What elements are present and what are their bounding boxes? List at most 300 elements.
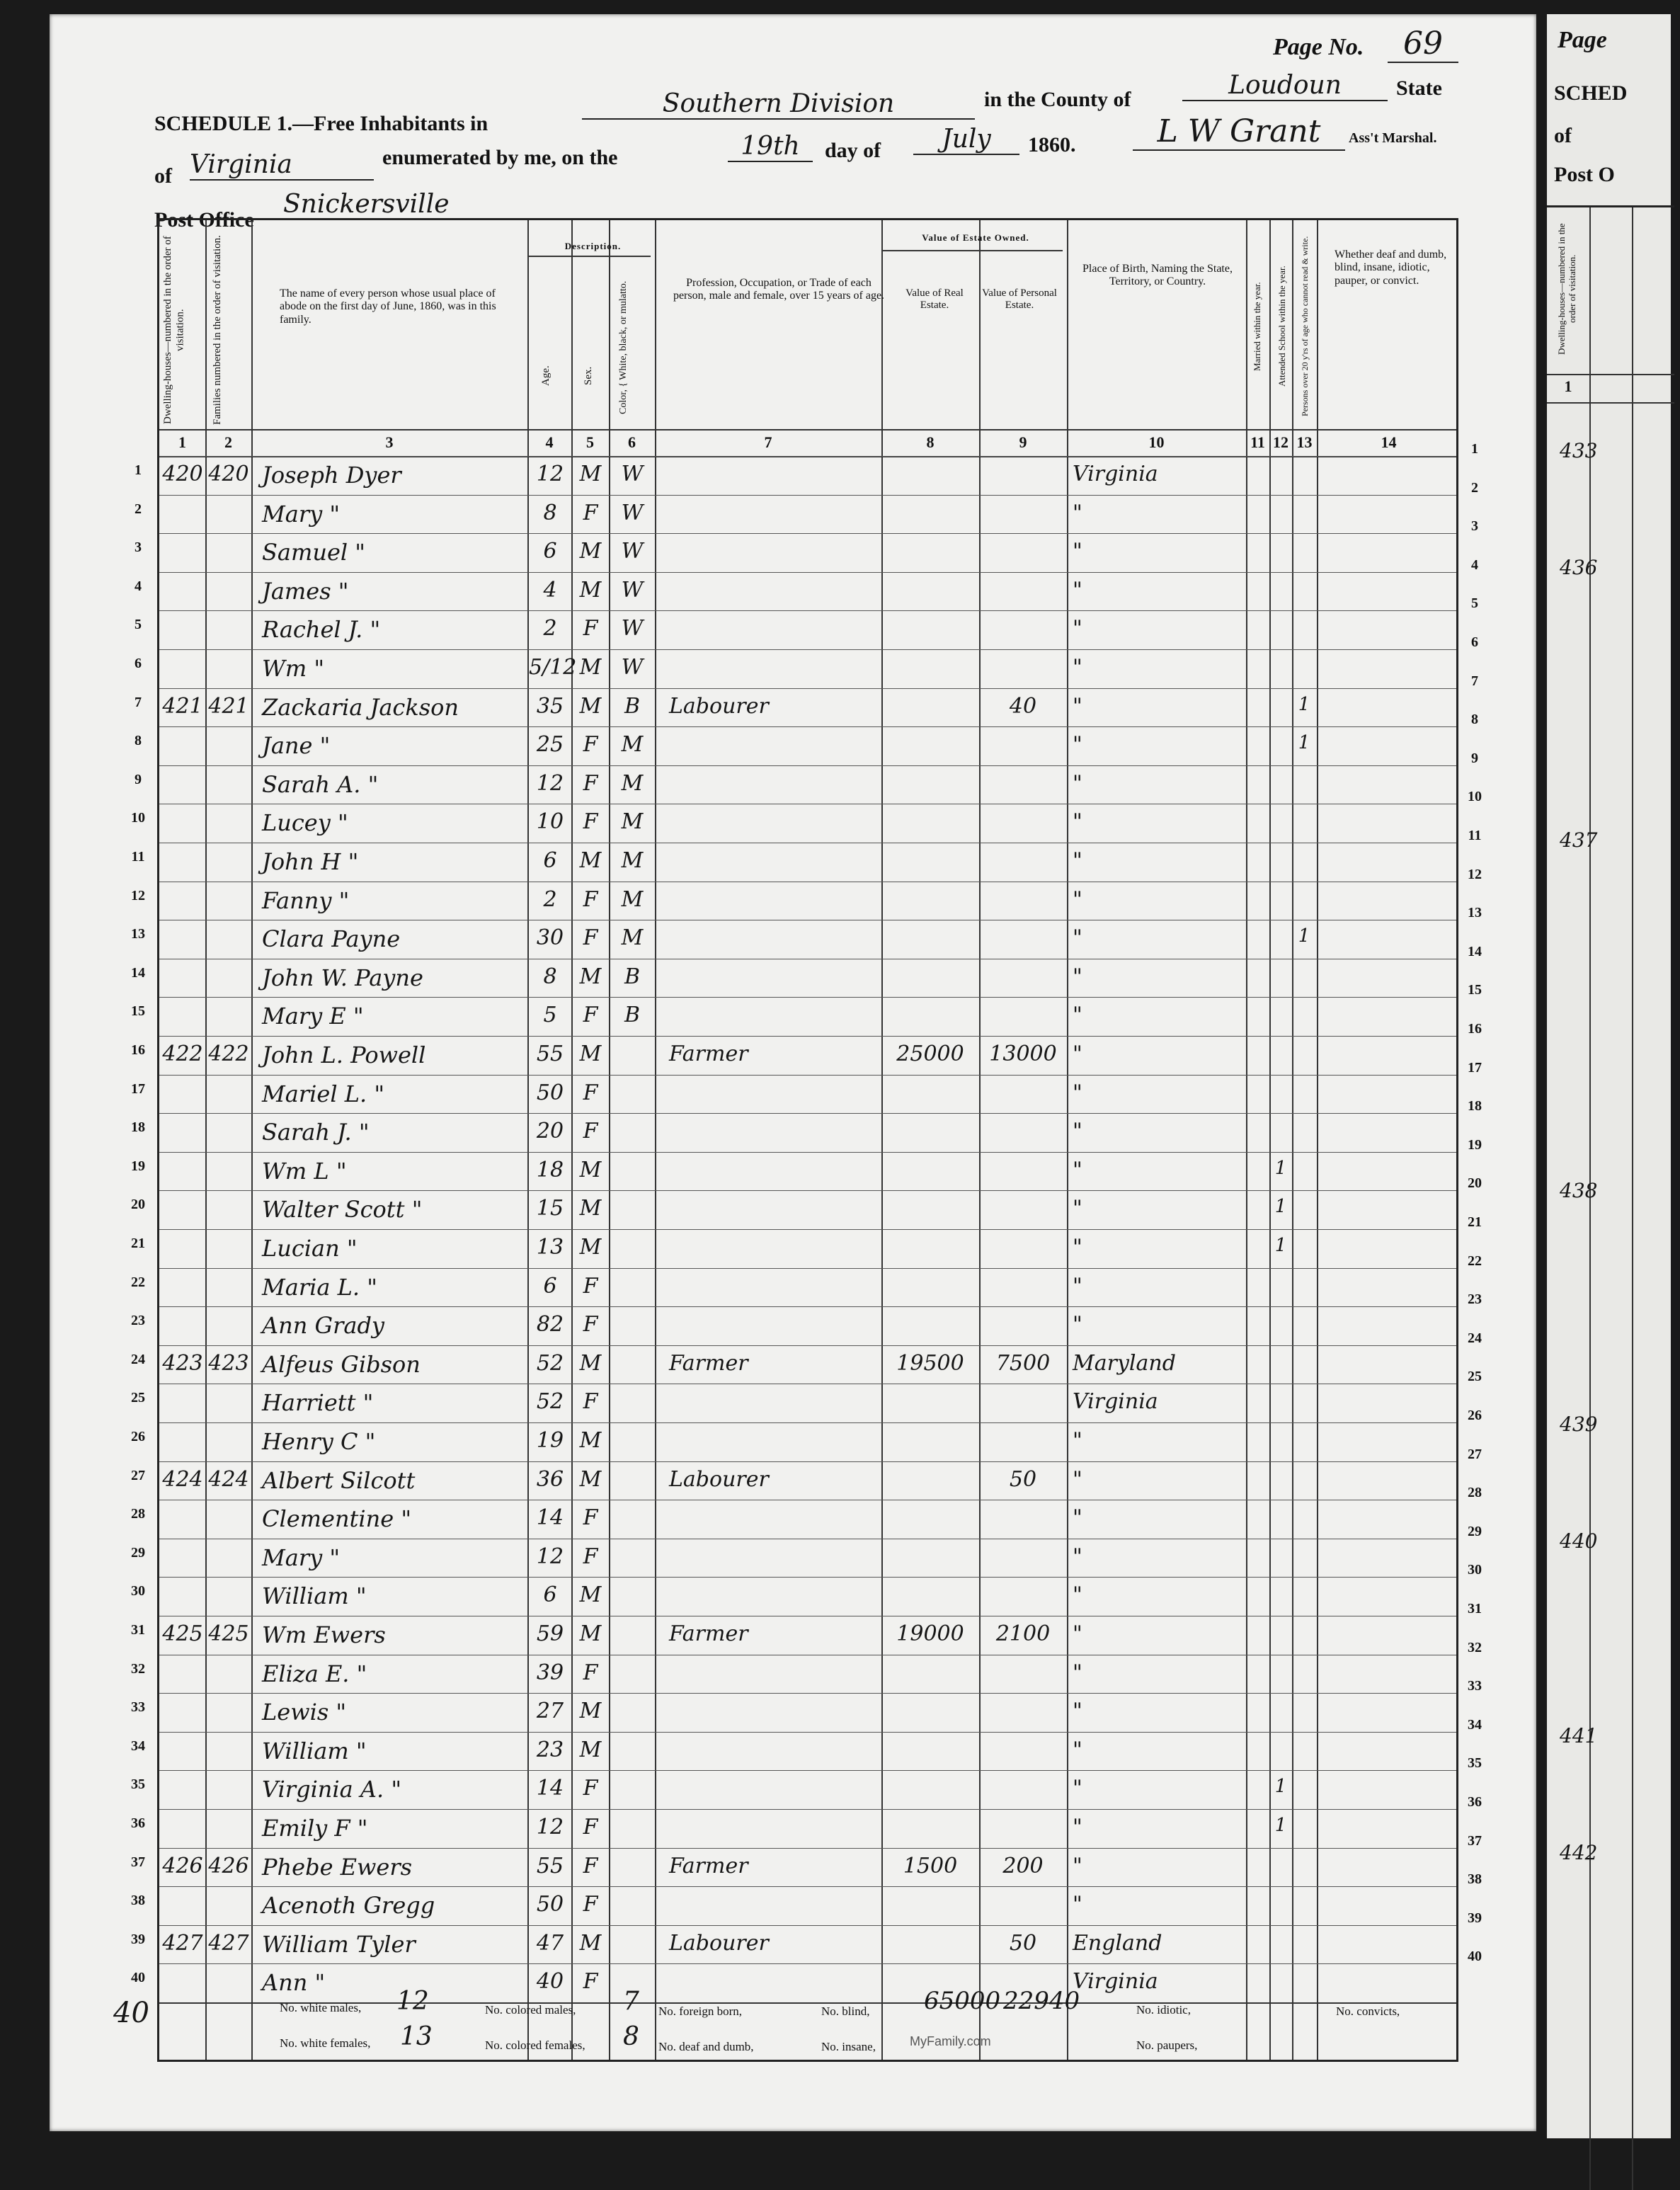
cell-sex: M bbox=[579, 1042, 602, 1066]
left-row-number: 25 bbox=[131, 1390, 145, 1406]
cell-name: John L. Powell bbox=[262, 1042, 426, 1068]
cell-name: Acenoth Gregg bbox=[262, 1892, 435, 1920]
right-row-number: 23 bbox=[1468, 1291, 1482, 1308]
cell-birth: " bbox=[1073, 1003, 1082, 1028]
cell-sex: F bbox=[583, 1969, 598, 1995]
column-number: 12 bbox=[1273, 433, 1288, 451]
cell-sex: F bbox=[583, 1815, 598, 1840]
cell-occ: Farmer bbox=[669, 1621, 748, 1646]
left-row-number: 37 bbox=[131, 1854, 145, 1870]
cell-name: Sarah J. " bbox=[262, 1119, 370, 1146]
cell-cannot: 1 bbox=[1298, 693, 1310, 715]
left-row-number: 31 bbox=[131, 1622, 145, 1638]
column-divider bbox=[1246, 220, 1247, 2060]
real-estate-total: 65000 bbox=[924, 1987, 1001, 2015]
post-office-field: Snickersville bbox=[283, 190, 655, 220]
cell-birth: " bbox=[1073, 1505, 1082, 1531]
cell-color: W bbox=[621, 577, 644, 603]
cell-birth: " bbox=[1073, 964, 1082, 989]
cell-birth: " bbox=[1073, 1660, 1082, 1685]
right-row-number: 31 bbox=[1468, 1601, 1482, 1616]
insane-label: No. insane, bbox=[821, 2040, 876, 2053]
adjacent-dwelling-number: 433 bbox=[1560, 439, 1598, 462]
colored-females-value: 8 bbox=[623, 2022, 639, 2051]
year: 1860. bbox=[1028, 133, 1076, 156]
left-row-number: 16 bbox=[131, 1042, 145, 1058]
column-divider bbox=[1067, 220, 1068, 2060]
column-number: 13 bbox=[1296, 433, 1313, 451]
cell-birth: England bbox=[1073, 1930, 1162, 1956]
cell-sex: M bbox=[579, 1621, 602, 1646]
cell-color: M bbox=[621, 848, 644, 873]
right-row-number: 40 bbox=[1468, 1949, 1482, 1965]
cell-birth: " bbox=[1073, 1312, 1082, 1338]
right-row-number: 32 bbox=[1468, 1639, 1482, 1655]
left-row-number: 3 bbox=[135, 540, 142, 556]
col-header-name: The name of every person whose usual place of abode on the first day of June, 1860, was in this family. bbox=[280, 287, 496, 326]
cell-name: Henry C " bbox=[262, 1428, 376, 1455]
cell-name: Mary " bbox=[262, 1544, 341, 1571]
adjacent-col-num: 1 bbox=[1564, 377, 1572, 395]
adjacent-page bbox=[1547, 14, 1671, 2138]
adjacent-dwelling-number: 437 bbox=[1560, 828, 1598, 852]
cell-age: 82 bbox=[536, 1312, 564, 1338]
division-field: Southern Division bbox=[582, 89, 975, 120]
cell-name: Lewis " bbox=[262, 1699, 347, 1726]
cell-sex: M bbox=[579, 964, 602, 989]
cell-name: Zackaria Jackson bbox=[262, 693, 459, 721]
cell-age: 59 bbox=[536, 1621, 564, 1646]
cell-sex: M bbox=[579, 1235, 602, 1260]
right-row-number: 24 bbox=[1468, 1330, 1482, 1346]
colored-females-label: No. colored females, bbox=[485, 2038, 585, 2052]
cell-age: 15 bbox=[536, 1196, 564, 1221]
row-divider bbox=[159, 1422, 1456, 1423]
left-row-number: 7 bbox=[135, 694, 142, 710]
row-divider bbox=[159, 1113, 1456, 1114]
white-males-value: 12 bbox=[396, 1987, 429, 2016]
paupers-label: No. paupers, bbox=[1136, 2038, 1198, 2052]
cell-name: Mariel L. " bbox=[262, 1080, 385, 1107]
cell-sex: F bbox=[583, 616, 598, 641]
cell-sex: F bbox=[583, 1544, 598, 1569]
col-header-estate: Value of Estate Owned. bbox=[922, 232, 1029, 243]
adjacent-of: of bbox=[1554, 124, 1572, 147]
left-row-number: 13 bbox=[131, 926, 145, 942]
cell-birth: " bbox=[1073, 1119, 1082, 1144]
cell-age: 14 bbox=[536, 1776, 564, 1801]
cell-sex: M bbox=[579, 1930, 602, 1956]
idiotic-label: No. idiotic, bbox=[1136, 2003, 1191, 2017]
cell-dw: 423 bbox=[162, 1350, 203, 1376]
cell-birth: " bbox=[1073, 500, 1082, 525]
row-divider bbox=[159, 610, 1456, 611]
watermark: MyFamily.com bbox=[910, 2034, 991, 2048]
cell-sex: M bbox=[579, 462, 602, 486]
right-row-number: 38 bbox=[1468, 1871, 1482, 1888]
col-header-dwelling: Dwelling-houses—numbered in the order of visitation. bbox=[162, 236, 186, 424]
cell-sex: M bbox=[579, 539, 602, 564]
description-divider bbox=[527, 256, 651, 257]
cell-name: John H " bbox=[262, 848, 359, 875]
cell-occ: Farmer bbox=[669, 1853, 748, 1878]
cell-birth: " bbox=[1073, 1196, 1082, 1221]
cell-fam: 427 bbox=[208, 1930, 249, 1956]
schedule-title: SCHEDULE 1.—Free Inhabitants in bbox=[154, 112, 488, 135]
left-row-number: 9 bbox=[135, 771, 142, 787]
cell-fam: 425 bbox=[208, 1621, 249, 1646]
left-row-number: 23 bbox=[131, 1313, 145, 1329]
cell-name: Rachel J. " bbox=[262, 616, 381, 644]
right-row-number: 8 bbox=[1471, 712, 1478, 728]
adjacent-dwelling-number: 439 bbox=[1560, 1413, 1598, 1436]
cell-fam: 422 bbox=[208, 1042, 249, 1066]
cell-age: 8 bbox=[543, 500, 557, 525]
left-row-number: 38 bbox=[131, 1893, 145, 1909]
day-field: 19th bbox=[728, 132, 813, 162]
right-row-number: 15 bbox=[1468, 982, 1482, 998]
cell-name: Sarah A. " bbox=[262, 770, 379, 798]
state-field: Virginia bbox=[190, 150, 374, 181]
cell-pe: 40 bbox=[1009, 693, 1037, 719]
cell-sex: M bbox=[579, 1428, 602, 1453]
cell-birth: " bbox=[1073, 732, 1082, 758]
cell-age: 6 bbox=[543, 1582, 557, 1608]
cell-birth: " bbox=[1073, 1080, 1082, 1105]
col-header-school: Attended School within the year. bbox=[1276, 266, 1287, 387]
column-number: 4 bbox=[545, 433, 554, 451]
adjacent-col-head: Dwelling-houses—numbered in the order of visitation. bbox=[1556, 223, 1577, 355]
cell-birth: " bbox=[1073, 1621, 1082, 1646]
cell-name: John W. Payne bbox=[262, 964, 423, 991]
cell-name: William " bbox=[262, 1737, 367, 1764]
cell-name: Mary E " bbox=[262, 1003, 364, 1030]
right-row-number: 30 bbox=[1468, 1562, 1482, 1578]
cell-age: 14 bbox=[536, 1505, 564, 1531]
cell-sex: F bbox=[583, 1776, 598, 1801]
cell-sex: M bbox=[579, 1466, 602, 1492]
cell-age: 12 bbox=[536, 1815, 564, 1840]
census-table bbox=[157, 218, 1458, 2062]
cell-name: Maria L. " bbox=[262, 1273, 377, 1301]
cell-sex: F bbox=[583, 1312, 598, 1338]
row-divider bbox=[159, 1268, 1456, 1269]
cell-birth: " bbox=[1073, 1157, 1082, 1182]
cell-name: Mary " bbox=[262, 500, 341, 527]
cell-pe: 13000 bbox=[989, 1042, 1057, 1066]
cell-sex: M bbox=[579, 1196, 602, 1221]
cell-birth: " bbox=[1073, 1273, 1082, 1299]
right-row-number: 39 bbox=[1468, 1910, 1482, 1926]
cell-pe: 50 bbox=[1009, 1930, 1037, 1956]
right-row-number: 7 bbox=[1471, 673, 1478, 689]
cell-name: Harriett " bbox=[262, 1389, 374, 1417]
cell-re: 25000 bbox=[896, 1042, 964, 1066]
cell-birth: " bbox=[1073, 770, 1082, 796]
cell-name: Jane " bbox=[262, 732, 331, 760]
left-row-number: 32 bbox=[131, 1660, 145, 1677]
cell-age: 27 bbox=[536, 1699, 564, 1724]
cell-age: 52 bbox=[536, 1350, 564, 1376]
column-number: 6 bbox=[628, 433, 636, 451]
foreign-born-label: No. foreign born, bbox=[658, 2004, 743, 2018]
left-row-number: 8 bbox=[135, 733, 142, 749]
left-row-number: 14 bbox=[131, 964, 145, 981]
col-header-description: Description. bbox=[564, 241, 622, 251]
cell-sex: F bbox=[583, 732, 598, 758]
right-row-number: 21 bbox=[1468, 1214, 1482, 1230]
right-row-number: 26 bbox=[1468, 1408, 1482, 1423]
row-divider bbox=[159, 1075, 1456, 1076]
right-row-number: 20 bbox=[1468, 1175, 1482, 1192]
cell-school: 1 bbox=[1274, 1157, 1287, 1179]
cell-color: B bbox=[624, 1003, 641, 1028]
col-header-color: Color, { White, black, or mulatto. bbox=[618, 280, 629, 415]
right-row-number: 37 bbox=[1468, 1832, 1482, 1849]
row-divider bbox=[159, 1693, 1456, 1694]
cell-sex: F bbox=[583, 1505, 598, 1531]
cell-color: W bbox=[621, 500, 644, 525]
cell-age: 8 bbox=[543, 964, 557, 989]
right-row-number: 27 bbox=[1468, 1446, 1482, 1462]
right-row-number: 9 bbox=[1471, 750, 1478, 766]
cell-name: Clementine " bbox=[262, 1505, 412, 1533]
enumerated-label: enumerated by me, on the bbox=[382, 146, 618, 169]
cell-sex: F bbox=[583, 770, 598, 796]
cell-sex: F bbox=[583, 1273, 598, 1299]
row-divider bbox=[159, 1732, 1456, 1733]
cell-age: 19 bbox=[536, 1428, 564, 1453]
cell-age: 39 bbox=[536, 1660, 564, 1685]
column-divider bbox=[1317, 220, 1318, 2060]
column-number: 7 bbox=[764, 433, 772, 451]
cell-sex: M bbox=[579, 1737, 602, 1762]
row-divider bbox=[159, 997, 1456, 998]
cell-name: William " bbox=[262, 1582, 367, 1610]
left-row-number: 5 bbox=[135, 617, 142, 633]
cell-color: M bbox=[621, 925, 644, 951]
cell-age: 2 bbox=[543, 886, 557, 912]
left-row-number: 20 bbox=[131, 1197, 145, 1213]
row-divider bbox=[159, 1770, 1456, 1771]
left-row-number: 6 bbox=[135, 656, 142, 671]
right-row-number: 11 bbox=[1468, 828, 1482, 843]
row-divider bbox=[159, 572, 1456, 573]
right-row-number: 16 bbox=[1468, 1021, 1482, 1037]
cell-dw: 426 bbox=[162, 1853, 203, 1878]
left-row-number: 11 bbox=[131, 849, 145, 865]
cell-birth: " bbox=[1073, 925, 1082, 951]
col-header-birthplace: Place of Birth, Naming the State, Territory, or Country. bbox=[1082, 263, 1233, 288]
cell-fam: 424 bbox=[208, 1466, 249, 1492]
cell-birth: " bbox=[1073, 1737, 1082, 1762]
col-header-cannot-read: Persons over 20 y'rs of age who cannot read & write. bbox=[1300, 236, 1310, 417]
row-divider bbox=[159, 688, 1456, 689]
cell-name: Wm L " bbox=[262, 1157, 347, 1185]
margin-total: 40 bbox=[113, 1997, 149, 2029]
column-divider bbox=[979, 220, 981, 2060]
cell-color: W bbox=[621, 655, 644, 680]
cell-age: 2 bbox=[543, 616, 557, 641]
left-row-number: 35 bbox=[131, 1776, 145, 1793]
row-divider bbox=[159, 726, 1456, 727]
col-header-family: Families numbered in the order of visitation. bbox=[212, 235, 223, 425]
right-row-number: 12 bbox=[1468, 866, 1482, 882]
left-row-number: 27 bbox=[131, 1467, 145, 1483]
adjacent-schedule: SCHED bbox=[1554, 81, 1628, 105]
cell-fam: 420 bbox=[208, 462, 249, 486]
right-row-number: 3 bbox=[1471, 518, 1478, 535]
cell-age: 50 bbox=[536, 1080, 564, 1105]
cell-name: Joseph Dyer bbox=[262, 462, 401, 489]
row-divider bbox=[159, 1925, 1456, 1926]
cell-name: Samuel " bbox=[262, 539, 366, 566]
left-row-number: 15 bbox=[131, 1003, 145, 1020]
row-divider bbox=[159, 1036, 1456, 1037]
month-field: July bbox=[913, 125, 1019, 155]
colored-males-label: No. colored males, bbox=[485, 2003, 576, 2017]
left-row-number: 4 bbox=[135, 578, 142, 594]
left-row-number: 1 bbox=[135, 462, 142, 478]
cell-color: W bbox=[621, 539, 644, 564]
cell-re: 19000 bbox=[896, 1621, 964, 1646]
cell-age: 20 bbox=[536, 1119, 564, 1144]
cell-sex: M bbox=[579, 655, 602, 680]
cell-age: 35 bbox=[536, 693, 564, 719]
cell-birth: " bbox=[1073, 886, 1082, 912]
adjacent-dwelling-number: 438 bbox=[1560, 1179, 1598, 1202]
cell-birth: " bbox=[1073, 1042, 1082, 1066]
cell-name: Ann " bbox=[262, 1969, 326, 1997]
cell-color: M bbox=[621, 770, 644, 796]
column-divider bbox=[1292, 220, 1293, 2060]
left-row-number: 24 bbox=[131, 1351, 145, 1367]
cell-birth: " bbox=[1073, 1699, 1082, 1724]
right-row-number: 13 bbox=[1468, 905, 1482, 921]
right-row-number: 29 bbox=[1468, 1523, 1482, 1539]
row-divider bbox=[159, 1152, 1456, 1153]
cell-occ: Labourer bbox=[669, 693, 769, 719]
row-divider bbox=[159, 649, 1456, 650]
cell-sex: M bbox=[579, 693, 602, 719]
white-females-value: 13 bbox=[400, 2022, 433, 2051]
cell-age: 25 bbox=[536, 732, 564, 758]
left-row-number: 26 bbox=[131, 1429, 145, 1444]
convicts-label: No. convicts, bbox=[1336, 2004, 1400, 2018]
column-divider bbox=[609, 220, 610, 2060]
adjacent-dwelling-number: 441 bbox=[1560, 1724, 1598, 1747]
cell-pe: 50 bbox=[1009, 1466, 1037, 1492]
right-row-number: 22 bbox=[1468, 1253, 1482, 1269]
cell-fam: 421 bbox=[208, 693, 249, 719]
row-divider bbox=[159, 495, 1456, 496]
cell-age: 23 bbox=[536, 1737, 564, 1762]
cell-color: B bbox=[624, 964, 641, 989]
cell-school: 1 bbox=[1274, 1815, 1287, 1836]
county-label: in the County of bbox=[984, 88, 1131, 111]
cell-sex: F bbox=[583, 1003, 598, 1028]
cell-school: 1 bbox=[1274, 1196, 1287, 1218]
adjacent-post: Post O bbox=[1554, 163, 1615, 186]
cell-sex: M bbox=[579, 1582, 602, 1608]
page-number: 69 bbox=[1388, 25, 1458, 63]
left-row-number: 29 bbox=[131, 1544, 145, 1561]
cell-fam: 426 bbox=[208, 1853, 249, 1878]
cell-age: 47 bbox=[536, 1930, 564, 1956]
cell-birth: Virginia bbox=[1073, 462, 1158, 486]
cell-color: M bbox=[621, 809, 644, 835]
cell-name: Lucey " bbox=[262, 809, 348, 837]
column-number: 10 bbox=[1148, 433, 1165, 451]
cell-sex: M bbox=[579, 1350, 602, 1376]
right-row-number: 18 bbox=[1468, 1098, 1482, 1114]
cell-birth: " bbox=[1073, 616, 1082, 641]
cell-re: 1500 bbox=[903, 1853, 958, 1878]
row-divider bbox=[159, 533, 1456, 534]
cell-name: Walter Scott " bbox=[262, 1196, 423, 1224]
left-row-number: 36 bbox=[131, 1815, 145, 1831]
cell-sex: F bbox=[583, 925, 598, 951]
cell-sex: M bbox=[579, 848, 602, 873]
cell-birth: " bbox=[1073, 1776, 1082, 1801]
column-divider bbox=[655, 220, 656, 2060]
cell-name: Lucian " bbox=[262, 1235, 358, 1262]
row-divider bbox=[159, 1190, 1456, 1191]
cell-birth: " bbox=[1073, 539, 1082, 564]
cell-sex: F bbox=[583, 1119, 598, 1144]
left-row-number: 33 bbox=[131, 1699, 145, 1716]
column-number: 8 bbox=[926, 433, 935, 451]
cell-age: 4 bbox=[543, 577, 557, 603]
cell-name: Fanny " bbox=[262, 886, 350, 914]
left-row-number: 30 bbox=[131, 1583, 145, 1599]
cell-occ: Farmer bbox=[669, 1350, 748, 1376]
row-divider bbox=[159, 765, 1456, 766]
county-field: Loudoun bbox=[1182, 71, 1388, 101]
cell-age: 12 bbox=[536, 1544, 564, 1569]
day-of-label: day of bbox=[825, 139, 881, 162]
cell-age: 10 bbox=[536, 809, 564, 835]
cell-birth: Maryland bbox=[1073, 1350, 1176, 1376]
right-row-number: 10 bbox=[1468, 789, 1482, 805]
cell-age: 30 bbox=[536, 925, 564, 951]
cell-cannot: 1 bbox=[1298, 925, 1310, 947]
cell-sex: F bbox=[583, 886, 598, 912]
row-divider bbox=[159, 1229, 1456, 1230]
cell-name: Emily F " bbox=[262, 1815, 368, 1842]
row-divider bbox=[159, 1461, 1456, 1462]
left-row-number: 2 bbox=[135, 501, 142, 517]
page-number-label: Page No. bbox=[1273, 34, 1364, 60]
right-row-number: 5 bbox=[1471, 595, 1478, 612]
cell-age: 13 bbox=[536, 1235, 564, 1260]
deaf-dumb-label: No. deaf and dumb, bbox=[658, 2040, 754, 2053]
column-number: 1 bbox=[178, 433, 186, 451]
right-row-number: 1 bbox=[1471, 441, 1478, 457]
cell-name: Eliza E. " bbox=[262, 1660, 367, 1687]
cell-sex: M bbox=[579, 1157, 602, 1182]
row-divider bbox=[159, 1306, 1456, 1307]
cell-birth: " bbox=[1073, 1582, 1082, 1608]
cell-color: W bbox=[621, 462, 644, 486]
column-divider bbox=[251, 220, 253, 2060]
row-divider bbox=[159, 456, 1456, 457]
cell-name: James " bbox=[262, 577, 349, 605]
cell-dw: 425 bbox=[162, 1621, 203, 1646]
right-row-number: 36 bbox=[1468, 1794, 1482, 1810]
row-divider bbox=[159, 1848, 1456, 1849]
cell-birth: " bbox=[1073, 1892, 1082, 1917]
